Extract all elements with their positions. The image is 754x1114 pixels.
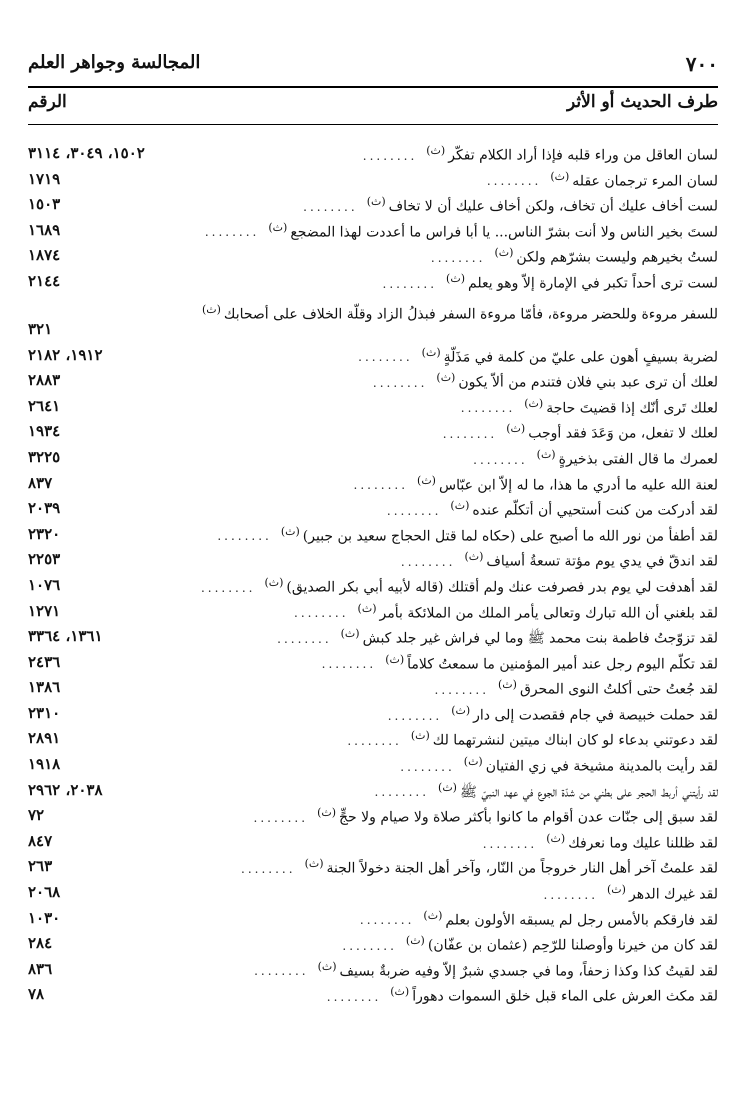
source-mark: (ث) <box>546 831 566 845</box>
index-entry <box>28 369 718 395</box>
index-entry <box>28 472 718 498</box>
leader-dots: ........ <box>253 810 309 825</box>
source-mark: (ث) <box>421 345 441 359</box>
entry-phrase: لقد دعوتني بدعاء لو كان ابناك ميتين لنشرتهما لك <box>432 733 718 750</box>
source-mark: (ث) <box>317 959 337 973</box>
entry-number: ١٠٧٦ <box>28 575 61 594</box>
entry-text <box>342 934 718 954</box>
entry-number: ٢٨٤ <box>28 934 53 953</box>
index-entry <box>28 727 718 753</box>
leader-dots: ........ <box>353 478 409 493</box>
leader-dots: ........ <box>362 148 418 163</box>
entry-text <box>354 474 718 494</box>
source-mark: (ث) <box>390 985 410 999</box>
entry-phrase: لقد رأيتني أربط الحجر على بطني من شدّة الجوع في عهد النبيّ ﷺ <box>459 784 718 801</box>
source-mark: (ث) <box>506 422 526 436</box>
leader-dots: ........ <box>277 631 332 646</box>
entry-text <box>373 371 718 391</box>
index-entry <box>28 142 718 168</box>
source-mark: (ث) <box>410 729 430 743</box>
index-entry <box>28 219 718 245</box>
entry-phrase: لقد ظللنا عليك وما نعرفك <box>568 835 718 852</box>
entry-phrase: لقد جُعتُ حتى أكلتُ النوى المحرق <box>519 681 718 698</box>
index-entry <box>28 881 718 907</box>
leader-dots: ........ <box>400 759 455 774</box>
entry-phrase: لسان المرء ترجمان عقله <box>572 173 718 190</box>
index-entry <box>28 523 718 549</box>
index-entry <box>28 625 718 651</box>
entry-phrase: لقد سبق إلى جنّات عدن أقوام ما كانوا بأكثر صلاة ولا صيام ولا حجٍّ <box>339 809 718 826</box>
column-headers <box>28 92 718 122</box>
source-mark: (ث) <box>417 473 436 487</box>
entry-number: ٢٦٤١ <box>28 396 61 415</box>
entry-text <box>387 499 718 519</box>
entry-number: ١٧١٩ <box>28 169 61 188</box>
header-rule <box>28 86 718 88</box>
entry-text <box>241 857 718 877</box>
entry-number: ١٢٧١ <box>28 601 61 620</box>
entry-phrase: لقد أدركت من كنت أستحيي أن أتكلّم عنده <box>472 502 718 519</box>
entry-text <box>201 576 718 596</box>
entry-phrase: لقد أطفأ من نور الله ما أصبح على (حكاه لما قتل الحجاج سعيد بن جبير) <box>302 528 718 545</box>
entry-phrase: لقد بلغني أن الله تبارك وتعالى يأمر الملك من الملائكة بأمر <box>379 605 718 622</box>
entry-phrase: للسفر مروءة وللحضر مروءة، فأمّا مروءة السفر فبذلُ الزاد وقلّة الخلاف على أصحابك <box>223 306 718 323</box>
source-mark: (ث) <box>405 934 425 948</box>
index-entries <box>28 142 718 1009</box>
leader-dots: ........ <box>321 657 377 672</box>
source-mark: (ث) <box>366 195 386 209</box>
leader-dots: ........ <box>359 913 415 928</box>
entry-text <box>473 448 718 468</box>
source-mark: (ث) <box>340 627 360 641</box>
index-entry <box>28 344 718 370</box>
entry-phrase: لقد مكث العرش على الماء قبل خلق السموات دهوراً <box>412 989 718 1006</box>
column-rule <box>28 124 718 125</box>
entry-phrase: لستُ بخيرهم وليست بشرّهم ولكن <box>516 250 718 267</box>
index-entry <box>28 395 718 421</box>
index-entry <box>28 446 718 472</box>
entry-number: ٨٣٦ <box>28 959 53 978</box>
source-mark: (ث) <box>524 396 544 410</box>
entry-phrase: لعلك لا تفعل، من وَعَدَ فقد أوجب <box>528 426 718 442</box>
entry-number: ١٥٠٣ <box>28 195 61 214</box>
index-entry <box>28 548 718 574</box>
entry-number: ١٠٣٠ <box>28 908 61 927</box>
index-entry <box>28 600 718 626</box>
entry-text <box>347 729 718 749</box>
index-entry <box>28 932 718 958</box>
leader-dots: ........ <box>241 862 296 877</box>
source-mark: (ث) <box>280 524 300 538</box>
number-column-label: الرقم <box>28 92 67 112</box>
entry-number: ٣٢٢٥ <box>28 447 61 466</box>
entry-number: ٨٤٧ <box>28 831 53 850</box>
entry-text <box>28 298 718 327</box>
index-entry <box>28 651 718 677</box>
index-entry <box>28 907 718 933</box>
index-entry <box>28 830 718 856</box>
leader-dots: ........ <box>473 452 528 467</box>
leader-dots: ........ <box>386 503 442 518</box>
entry-number: ٢٠٦٨ <box>28 883 61 902</box>
source-mark: (ث) <box>550 169 570 183</box>
entry-number: ٢٤٣٦ <box>28 652 61 671</box>
entry-number: ١٩١٢، ٢١٨٢ <box>28 345 103 364</box>
source-mark: (ث) <box>426 144 446 157</box>
leader-dots: ........ <box>434 682 490 697</box>
source-mark: (ث) <box>436 371 456 385</box>
entry-text <box>358 346 718 366</box>
source-mark: (ث) <box>536 447 556 461</box>
entry-number: ١٣٨٦ <box>28 678 61 697</box>
source-mark: (ث) <box>463 755 483 769</box>
leader-dots: ........ <box>254 964 309 979</box>
entry-phrase: لقد لقيتُ كذا وكذا زحفاً، وما في جسدي شبرٌ إلاّ وفيه ضربةٌ بسيف <box>339 963 718 980</box>
entry-text <box>400 755 718 775</box>
leader-dots: ........ <box>303 199 358 214</box>
entry-text <box>487 170 718 190</box>
entry-number: ٢٠٣٩ <box>28 499 61 518</box>
page-number: ٧٠٠ <box>685 52 718 76</box>
entry-number: ٢٠٣٨، ٢٩٦٢ <box>28 780 103 799</box>
entry-text <box>544 883 719 903</box>
entry-text <box>375 781 718 804</box>
source-mark: (ث) <box>423 908 443 922</box>
index-entry <box>28 983 718 1009</box>
leader-dots: ........ <box>374 785 430 800</box>
entry-text <box>322 653 718 673</box>
leader-dots: ........ <box>358 350 413 365</box>
entry-phrase: لضربة بسيفٍ أهون على عليّ من كلمة في مَذَلّةٍ <box>443 349 718 366</box>
leader-dots: ........ <box>204 225 260 240</box>
entry-text <box>327 985 718 1005</box>
entry-number: ٢٨٨٣ <box>28 371 61 390</box>
entry-phrase: لقد علمتُ آخر أهل النار خروجاً من النّار، وآخر أهل الجنة دخولاً الجنة <box>326 861 718 878</box>
entry-number: ٢٣٢٠ <box>28 524 61 543</box>
entry-number: ٢٣١٠ <box>28 703 61 722</box>
index-entry <box>28 574 718 600</box>
entry-phrase: لقد تزوّجتُ فاطمة بنت محمد ﷺ وما لي فراش غير جلد كبش <box>362 630 718 647</box>
entry-phrase: لقد غيرك الدهر <box>628 886 718 903</box>
entry-text <box>360 909 718 929</box>
index-entry <box>28 497 718 523</box>
index-entry <box>28 244 718 270</box>
entry-phrase: لقد تكلّم اليوم رجل عند أمير المؤمنين ما سمعتُ كلاماً <box>407 656 718 673</box>
entry-number: ٧٢ <box>28 806 45 825</box>
entry-text <box>483 832 718 852</box>
index-entry <box>28 296 718 344</box>
entry-text <box>431 246 718 266</box>
entry-phrase: لست ترى أحداً تكبر في الإمارة إلاّ وهو يعلم <box>468 275 718 292</box>
entry-number: ١٩٣٤ <box>28 422 61 441</box>
leader-dots: ........ <box>400 554 456 569</box>
source-mark: (ث) <box>450 499 470 513</box>
entry-number: ١٦٨٩ <box>28 220 61 239</box>
entry-phrase: لعنة الله عليه ما أدري ما هذا، ما له إلاّ ابن عبّاس <box>438 477 718 494</box>
entry-number: ٢٨٩١ <box>28 729 61 748</box>
leader-dots: ........ <box>442 427 498 441</box>
leader-dots: ........ <box>482 836 538 851</box>
source-mark: (ث) <box>494 246 514 260</box>
entry-phrase: لقد اندقّ في يدي يوم مؤتة تسعةُ أسياف <box>486 553 718 570</box>
source-mark: (ث) <box>438 780 457 794</box>
leader-dots: ........ <box>372 375 428 390</box>
leader-dots: ........ <box>342 938 397 953</box>
running-header <box>28 52 718 86</box>
entry-phrase: لعلك تَرى أنّك إذا قضيتَ حاجة <box>546 400 718 417</box>
source-mark: (ث) <box>264 575 284 589</box>
entry-number: ٢٢٥٣ <box>28 550 61 569</box>
index-entry <box>28 676 718 702</box>
entry-number: ٢١٤٤ <box>28 271 61 290</box>
entry-phrase: لسان العاقل من وراء قلبه فإذا أراد الكلام تفكّر <box>448 147 718 164</box>
entry-text <box>277 627 718 650</box>
leader-dots: ........ <box>387 708 443 723</box>
index-entry <box>28 804 718 830</box>
entry-number: ١٣٦١، ٣٣٦٤ <box>28 627 103 646</box>
source-mark: (ث) <box>607 883 626 897</box>
entry-phrase: لقد كان من خيرنا وأوصلنا للرّحِم (عثمان بن عفّان) <box>427 937 718 954</box>
source-mark: (ث) <box>304 857 324 871</box>
leader-dots: ........ <box>543 887 599 902</box>
entry-text <box>388 704 718 724</box>
index-entry <box>28 420 718 446</box>
text-column-label: طرف الحديث أو الأثر <box>567 92 718 112</box>
entry-text <box>401 550 718 570</box>
entry-text <box>217 525 718 545</box>
entry-number: ١٥٠٢، ٣٠٤٩، ٣١١٤ <box>28 144 145 162</box>
source-mark: (ث) <box>446 271 465 285</box>
entry-phrase: لعمرك ما قال الفتى بذخيرةٍ <box>558 451 718 468</box>
index-entry <box>28 855 718 881</box>
entry-text <box>254 806 718 826</box>
entry-text <box>443 422 718 442</box>
source-mark: (ث) <box>357 601 377 615</box>
index-entry <box>28 958 718 984</box>
entry-phrase: لقد فارقكم بالأمس رجل لم يسبقه الأولون بعلم <box>445 912 718 929</box>
index-entry <box>28 270 718 296</box>
entry-text <box>303 195 718 215</box>
index-entry <box>28 168 718 194</box>
source-mark: (ث) <box>268 220 288 234</box>
source-mark: (ث) <box>464 550 484 564</box>
entry-number: ٣٢١ <box>28 319 53 338</box>
entry-phrase: لعلك أن ترى عبد بني فلان فتندم من ألاّ يكون <box>458 374 718 391</box>
leader-dots: ........ <box>294 606 349 621</box>
source-mark: (ث) <box>317 806 337 820</box>
entry-number: ٨٣٧ <box>28 473 53 492</box>
leader-dots: ........ <box>382 276 438 291</box>
entry-phrase: لقد رأيت بالمدينة مشيخة في زي الفتيان <box>485 758 718 775</box>
entry-text <box>205 221 718 241</box>
entry-number: ٢٦٣ <box>28 857 53 876</box>
entry-text <box>254 960 718 980</box>
leader-dots: ........ <box>347 734 402 749</box>
index-entry <box>28 193 718 219</box>
source-mark: (ث) <box>498 678 517 692</box>
entry-phrase: لستَ بخير الناس ولا أنت بشرّ الناس... يا أبا فراس ما أعددت لهذا المضجع <box>290 224 718 241</box>
entry-text <box>383 272 718 292</box>
source-mark: (ث) <box>451 703 471 717</box>
entry-phrase: لست أخاف عليك أن تخاف، ولكن أخاف عليك أن لا تخاف <box>388 198 718 215</box>
index-entry <box>28 779 718 805</box>
entry-number: ٧٨ <box>28 985 45 1004</box>
entry-phrase: لقد حملت خبيصة في جام فقصدت إلى دار <box>473 707 718 724</box>
entry-text <box>461 397 718 417</box>
leader-dots: ........ <box>217 529 272 544</box>
leader-dots: ........ <box>430 251 486 266</box>
leader-dots: ........ <box>486 174 542 189</box>
entry-number: ١٨٧٤ <box>28 246 61 265</box>
source-mark: (ث) <box>201 302 221 316</box>
entry-number: ١٩١٨ <box>28 755 61 774</box>
leader-dots: ........ <box>200 580 256 595</box>
index-entry <box>28 702 718 728</box>
leader-dots: ........ <box>460 401 516 416</box>
source-mark: (ث) <box>385 652 405 666</box>
book-title: المجالسة وجواهر العلم <box>28 52 201 73</box>
entry-text <box>363 144 718 164</box>
entry-text <box>294 602 718 622</box>
index-entry <box>28 753 718 779</box>
leader-dots: ........ <box>326 990 382 1005</box>
entry-phrase: لقد أهدفت لي يوم بدر فصرفت عنك ولم أقتلك (قاله لأبيه أبي بكر الصديق) <box>286 579 718 596</box>
entry-text <box>435 678 719 698</box>
